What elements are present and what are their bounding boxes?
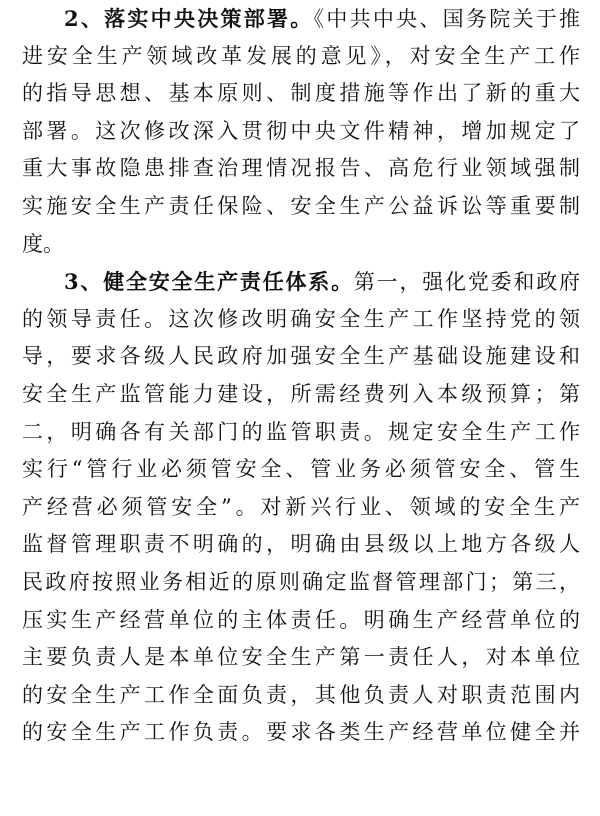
paragraph-2-text: 第一，强化党委和政府 [353, 270, 580, 295]
paragraph-2-heading: 3、健全安全生产责任体系。 [64, 269, 354, 295]
paragraph-2-line-5: 二，明确各有关部门的监管职责。规定安全生产工作 [22, 419, 580, 444]
paragraph-2-line-8: 监督管理职责不明确的，明确由县级以上地方各级人 [22, 532, 580, 557]
paragraph-2-line-7: 产经营必须管安全”。对新兴行业、领域的安全生产 [22, 494, 580, 519]
paragraph-2-line-3: 导，要求各级人民政府加强安全生产基础设施建设和 [22, 344, 580, 369]
paragraph-1-text: 《中共中央、国务院关于推 [313, 7, 580, 31]
paragraph-2-line-14 [22, 752, 580, 790]
paragraph-2-line-11: 主要负责人是本单位安全生产第一责任人，对本单位 [22, 645, 580, 670]
paragraph-1-line-5: 重大事故隐患排查治理情况报告、高危行业领域强制 [22, 156, 580, 181]
paragraph-2-line-12: 的安全生产工作全面负责，其他负责人对职责范围内 [22, 682, 580, 707]
paragraph-1-line-3: 的指导思想、基本原则、制度措施等作出了新的重大 [22, 81, 580, 106]
paragraph-1-line-7: 度。 [22, 231, 64, 256]
paragraph-1-line-2: 进安全生产领域改革发展的意见》，对安全生产工作 [22, 43, 580, 68]
paragraph-2-line-4: 安全生产监管能力建设，所需经费列入本级预算；第 [22, 381, 580, 406]
paragraph-2-line-6: 实行“管行业必须管安全、管业务必须管安全、管生 [22, 457, 580, 482]
paragraph-2-line-2: 的领导责任。这次修改明确安全生产工作坚持党的领 [22, 306, 580, 331]
paragraph-1-line-4: 部署。这次修改深入贯彻中央文件精神，增加规定了 [22, 118, 580, 143]
paragraph-2-line-9: 民政府按照业务相近的原则确定监督管理部门；第三， [22, 569, 580, 594]
paragraph-2-line-1 [22, 263, 580, 301]
paragraph-1-heading: 2、落实中央决策部署。 [64, 6, 314, 31]
paragraph-1-line-1 [22, 0, 580, 38]
paragraph-2-line-13: 的安全生产工作负责。要求各类生产经营单位健全并 [22, 720, 580, 745]
paragraph-2-line-10: 压实生产经营单位的主体责任。明确生产经营单位的 [22, 607, 580, 632]
paragraph-1-line-6: 实施安全生产责任保险、安全生产公益诉讼等重要制 [22, 193, 580, 218]
